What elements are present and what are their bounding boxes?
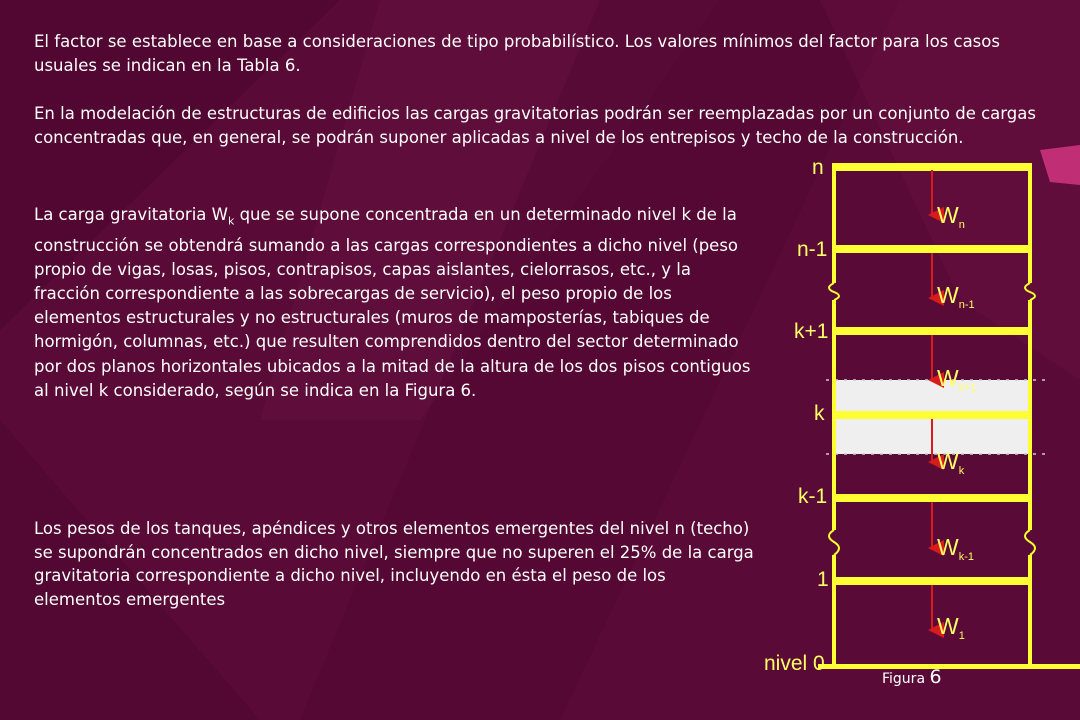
slab-level-n: [834, 163, 1030, 171]
p3-lead-text: La carga gravitatoria W: [34, 205, 228, 224]
slab-level-n-1: [834, 245, 1030, 253]
slab-level-k-plus-1: [834, 327, 1030, 335]
p3-body-text: que se supone concentrada en un determinado nivel k de la construcción se obtendrá sumando a las cargas correspondientes a dicho nivel (peso propio de vigas, losas, pisos, contrapisos, capas aislantes, cielorrasos, etc., y la fracción correspondiente a las sobrecargas de servicio), el peso propio de los elementos estructurales y no estructurales (muros de mamposterías, tabiques de hormigón, columnas, etc.) que resulten comprendidos dentro del sector determinado por dos planos horizontales ubicados a la mitad de la altura de los dos pisos contiguos al nivel k considerado, según se indica en la Figura 6.: [34, 205, 751, 400]
break-mark-right-lower: [1025, 530, 1035, 555]
load-label-wn: [937, 203, 965, 237]
slab-level-k: [834, 411, 1030, 419]
paragraph-modelacion: En la modelación de estructuras de edificios las cargas gravitatorias podrán ser reemplazadas por un conjunto de cargas concentradas que, en general, se podrán suponer aplicadas a nivel de los entrepisos y techo de la construcción.: [34, 104, 1036, 147]
right-column-lower: [1028, 555, 1032, 667]
load-base-wn: W: [937, 202, 959, 228]
level-label-k-plus-1: k+1: [794, 320, 829, 343]
slab-level-k-1: [834, 494, 1030, 502]
load-label-wk-plus-1: [937, 366, 977, 400]
load-sub-wn: n: [958, 219, 965, 231]
paragraph-factor: El factor se establece en base a consideraciones de tipo probabilístico. Los valores mínimos del factor para los casos usuales se indican en la Tabla 6.: [34, 32, 1000, 75]
figure-caption: [882, 666, 942, 688]
load-base-wn-1: W: [937, 282, 959, 308]
level-label-k-1: k-1: [798, 485, 828, 508]
load-sub-wk-plus-1: k+1: [958, 382, 977, 394]
level-label-n: n: [812, 156, 824, 179]
load-label-w1: [937, 614, 965, 648]
caption-word: Figura: [882, 671, 926, 687]
load-label-wn-1: [937, 283, 975, 317]
p3-subscript: k: [227, 214, 235, 228]
load-sub-wk-1: k-1: [958, 551, 974, 563]
load-sub-wk: k: [958, 465, 965, 477]
slab-level-1: [834, 577, 1030, 585]
left-column-lower: [832, 555, 836, 667]
right-column-upper: [1028, 163, 1032, 283]
load-base-wk-1: W: [937, 534, 959, 560]
load-sub-w1: 1: [958, 630, 965, 642]
paragraph-tanques: Los pesos de los tanques, apéndices y otros elementos emergentes del nivel n (techo) se supondrán concentrados en dicho nivel, siempre que no superen el 25% de la carga gravitatoria correspondiente a dicho nivel, incluyendo en ésta el peso de los elementos emergentes: [34, 519, 754, 609]
level-label-k: k: [814, 402, 825, 425]
load-base-wk: W: [937, 448, 959, 474]
left-column-upper: [832, 163, 836, 283]
level-label-nivel-0: nivel 0: [764, 652, 825, 675]
break-mark-left-upper: [829, 283, 839, 300]
level-label-n-1: n-1: [797, 238, 828, 261]
break-mark-left-lower: [829, 530, 839, 555]
load-label-wk: [937, 449, 964, 483]
load-base-wk-plus-1: W: [937, 365, 959, 391]
load-base-w1: W: [937, 613, 959, 639]
load-sub-wn-1: n-1: [958, 299, 975, 311]
level-label-1: 1: [817, 568, 829, 591]
break-mark-right-upper: [1025, 283, 1035, 300]
load-label-wk-1: [937, 535, 974, 569]
slab-level-0: [818, 664, 1080, 669]
caption-number: 6: [929, 666, 942, 688]
